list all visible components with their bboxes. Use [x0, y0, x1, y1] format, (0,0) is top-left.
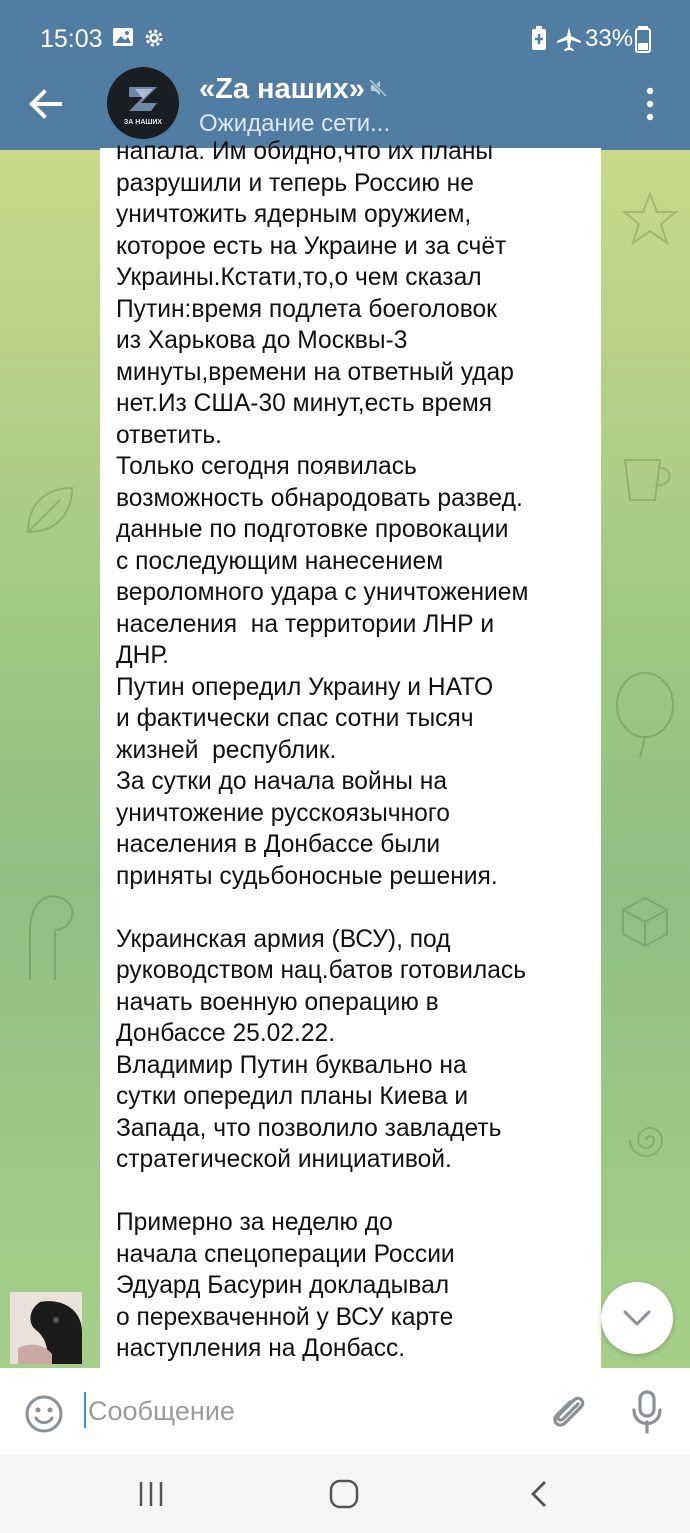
- author-avatar[interactable]: [10, 1292, 82, 1364]
- status-time: 15:03: [40, 25, 103, 53]
- battery-percentage: 33%: [585, 25, 634, 52]
- emoji-icon[interactable]: [24, 1394, 64, 1434]
- chevron-down-icon: [601, 1282, 673, 1354]
- message-input-bar: [0, 1368, 690, 1454]
- recent-apps-icon[interactable]: [135, 1478, 167, 1510]
- channel-avatar-text: ЗА НАШИХ: [123, 119, 163, 126]
- balloon-doodle-icon: [610, 670, 680, 760]
- home-icon[interactable]: [328, 1478, 360, 1510]
- battery-icon: [635, 26, 651, 52]
- leaf-doodle-icon: [20, 480, 80, 540]
- gallery-icon: [112, 26, 134, 48]
- connection-status: Ожидание сети...: [199, 110, 391, 137]
- mic-icon[interactable]: [630, 1390, 664, 1434]
- author-photo-icon: [10, 1292, 82, 1364]
- text-caret: [84, 1392, 86, 1428]
- cup-doodle-icon: [615, 440, 675, 510]
- status-bar: [0, 0, 690, 58]
- star-doodle-icon: [620, 190, 680, 250]
- battery-saver-icon: [530, 26, 548, 52]
- back-nav-icon[interactable]: [524, 1478, 556, 1510]
- more-vert-icon[interactable]: [638, 84, 662, 124]
- box-doodle-icon: [615, 890, 675, 950]
- system-navigation-bar: [0, 1454, 690, 1533]
- mute-icon: [368, 78, 388, 98]
- settings-gear-icon: [142, 26, 166, 50]
- channel-avatar[interactable]: [107, 67, 179, 139]
- channel-logo-icon: [107, 67, 179, 139]
- swirl-doodle-icon: [620, 1110, 680, 1170]
- airplane-icon: [556, 26, 582, 52]
- message-text: напала. Им обидно,что их планы разрушили и теперь Россию не уничтожить ядерным оружием, которое есть на Украине и за счёт Украины.Кстати,то,о чем сказал Путин:время подлета боеголовок из Харькова до Москвы-3 минуты,времени на ответный удар нет.Из США-30 минут,есть время ответить. Только сегодня появилась возможность обнародовать развед. данные по подготовке провокации с последующим нанесением вероломного удара с уничтожением населения на территории ЛНР и ДНР. Путин опередил Украину и НАТО и фактически спас сотни тысяч жизней республик. За сутки до начала войны на уничтожение русскоязычного населения в Донбассе были приняты судьбоносные решения. Украинская армия (ВСУ), под руководством нац.батов готовилась начать военную операцию в Донбассе 25.02.22. Владимир Путин буквально на сутки опередил планы Киева и Запада, что позволило завладеть стратегической инициативой. Примерно за неделю до начала спецоперации России Эдуард Басурин докладывал о перехваченной у ВСУ карте наступления на Донбасс.: [116, 138, 529, 1362]
- back-arrow-icon[interactable]: [22, 82, 72, 126]
- channel-title[interactable]: «Za наших»: [199, 73, 365, 105]
- message-bubble[interactable]: [100, 138, 601, 1388]
- scroll-down-button[interactable]: [601, 1282, 673, 1354]
- chat-area[interactable]: [0, 138, 690, 1368]
- message-input[interactable]: [84, 1388, 528, 1434]
- dino-doodle-icon: [10, 870, 90, 990]
- attach-icon[interactable]: [548, 1390, 588, 1434]
